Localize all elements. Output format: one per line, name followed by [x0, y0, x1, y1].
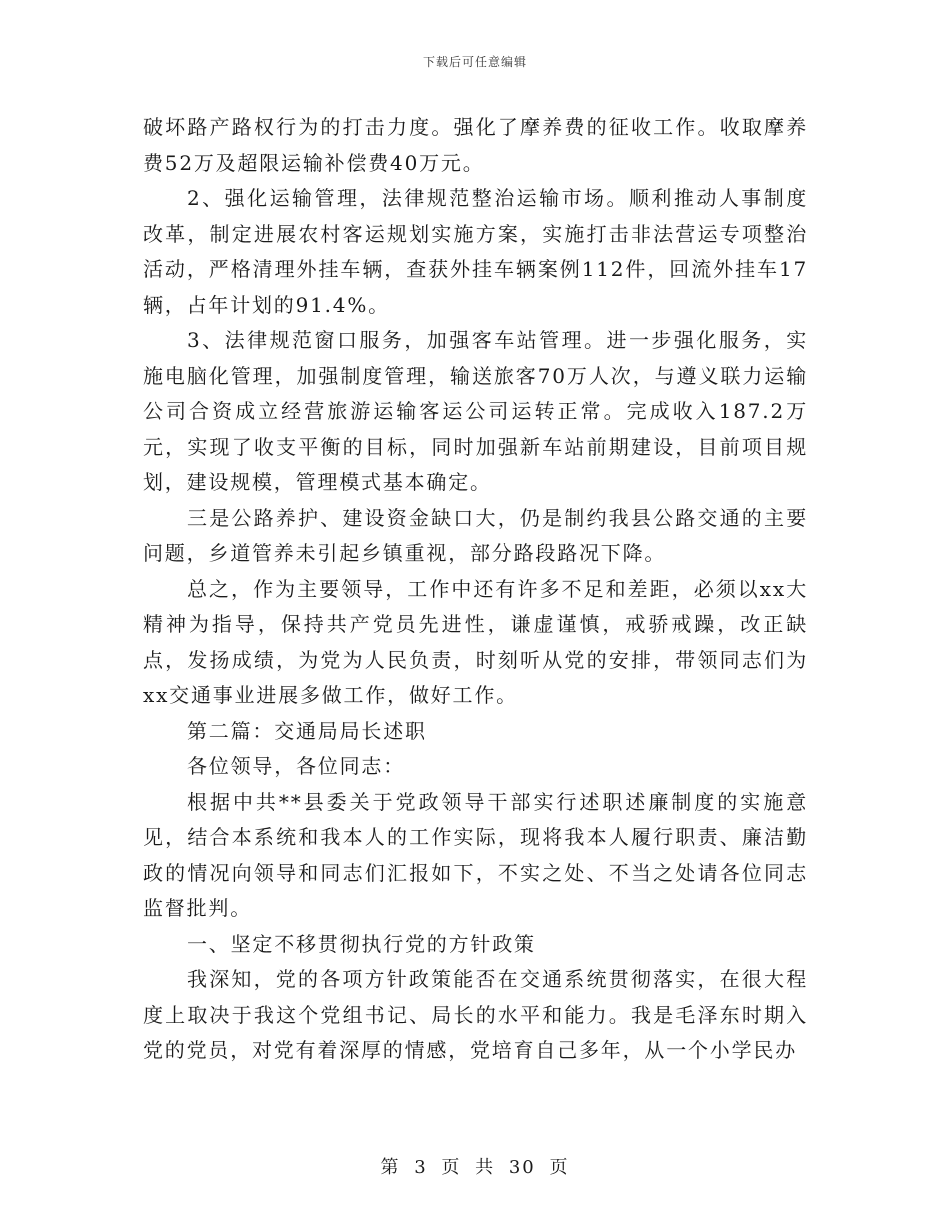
paragraph-summary: 总之，作为主要领导，工作中还有许多不足和差距，必须以xx大精神为指导，保持共产党员先进性，谦虚谨慎，戒骄戒躁，改正缺点，发扬成绩，为党为人民负责，时刻听从党的安排，带领同志们为xx交通事业进展多做工作，做好工作。	[143, 576, 808, 707]
paragraph-window-service: 3、法律规范窗口服务，加强客车站管理。进一步强化服务，实施电脑化管理，加强制度管理，输送旅客70万人次，与遵义联力运输公司合资成立经营旅游运输客运公司运转正常。完成收入187.2万元，实现了收支平衡的目标，同时加强新车站前期建设，目前项目规划，建设规模，管理模式基本确定。	[143, 328, 808, 494]
paragraph-continuation: 破坏路产路权行为的打击力度。强化了摩养费的征收工作。收取摩养费52万及超限运输补偿费40万元。	[143, 115, 808, 175]
paragraph-introduction: 根据中共**县委关于党政领导干部实行述职述廉制度的实施意见，结合本系统和我本人的工作实际，现将我本人履行职责、廉洁勤政的情况向领导和同志们汇报如下，不实之处、不当之处请各位同志监督批判。	[143, 789, 808, 920]
salutation: 各位领导，各位同志：	[187, 754, 405, 778]
paragraph-transport-management: 2、强化运输管理，法律规范整治运输市场。顺利推动人事制度改革，制定进展农村客运规划实施方案，实施打击非法营运专项整治活动，严格清理外挂车辆，查获外挂车辆案例112件，回流外挂车17辆，占年计划的91.4%。	[143, 186, 808, 317]
paragraph-funding-gap: 三是公路养护、建设资金缺口大，仍是制约我县公路交通的主要问题，乡道管养未引起乡镇重视，部分路段路况下降。	[143, 505, 808, 565]
page-header: 下载后可任意编辑	[422, 55, 527, 69]
document-body	[143, 110, 808, 1069]
page-number: 第 3 页 共 30 页	[380, 1157, 570, 1178]
subheading-policy: 一、坚定不移贯彻执行党的方针政策	[187, 931, 536, 956]
section-heading-part-two: 第二篇：交通局局长述职	[187, 718, 427, 743]
paragraph-policy-body: 我深知，党的各项方针政策能否在交通系统贯彻落实，在很大程度上取决于我这个党组书记、局长的水平和能力。我是毛泽东时期入党的党员，对党有着深厚的情感，党培育自己多年，从一个小学民办	[143, 967, 808, 1062]
